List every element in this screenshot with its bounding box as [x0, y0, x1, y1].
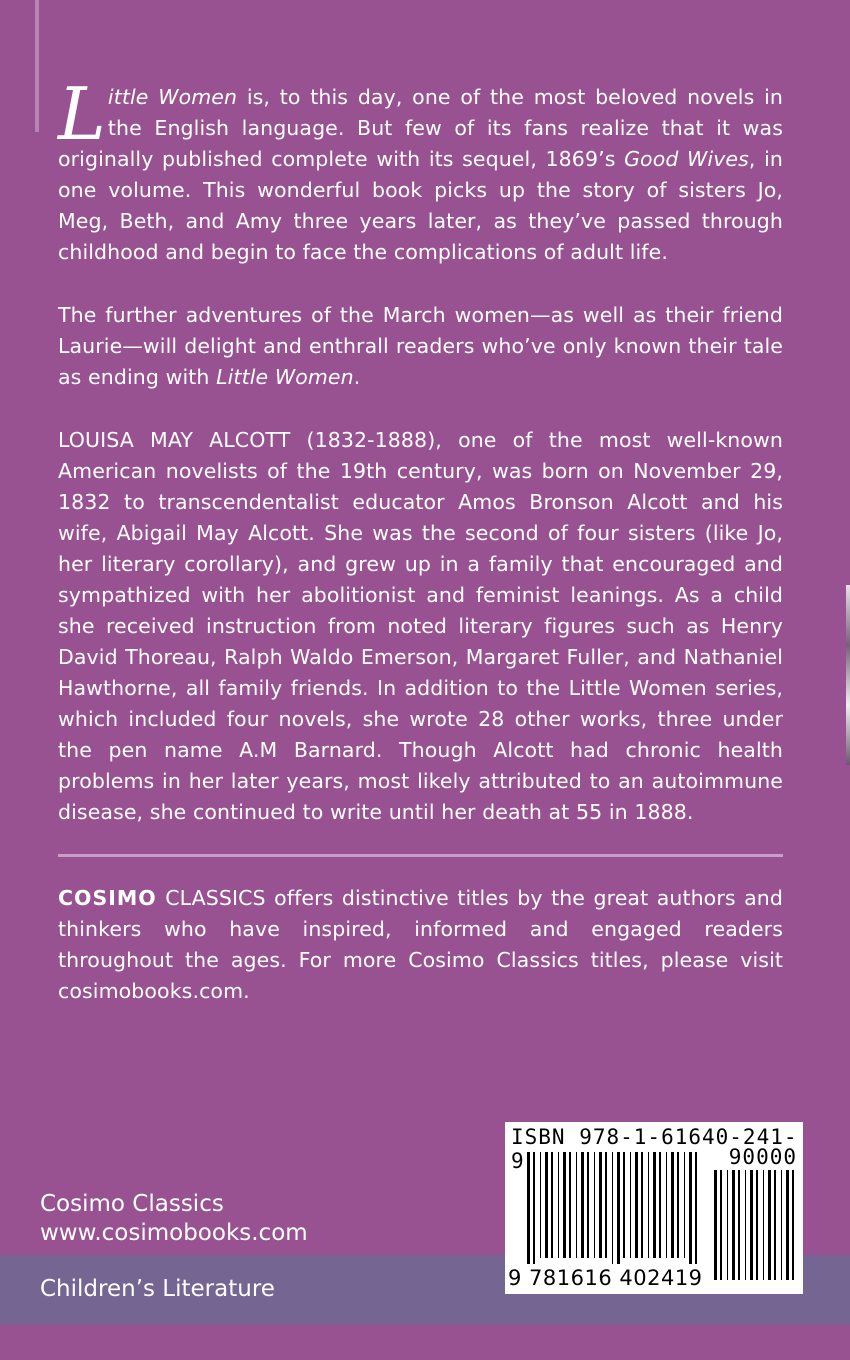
- barcode-bar: [750, 1170, 753, 1280]
- ean-digits: 9 781616 402419: [508, 1266, 703, 1290]
- barcode-bar: [786, 1170, 789, 1280]
- isbn-barcode: [505, 1122, 803, 1294]
- barcode-bar: [714, 1170, 717, 1280]
- publisher-blurb-paragraph: [58, 883, 783, 1007]
- barcode-bar: [623, 1152, 625, 1258]
- drop-cap-letter: L: [58, 72, 106, 156]
- barcode-bar: [612, 1152, 613, 1264]
- isbn-label: ISBN 978-1-61640-241-9: [511, 1125, 798, 1173]
- synopsis-text-b: , in one volume. This wonderful book picks up the story of sisters Jo, Meg, Beth, and Amy three years later, as they’ve passed through childhood and begin to face the complications of adult life.: [58, 147, 784, 264]
- synopsis-text-a: is, to this day, one of the most beloved novels in the English language. But few of its fans realize that it was originally published complete with its sequel, 1869’s: [58, 85, 783, 171]
- adventures-text-b: .: [353, 365, 361, 389]
- barcode-bar: [533, 1152, 535, 1264]
- barcode-bar: [641, 1152, 643, 1258]
- barcode-bar: [732, 1170, 735, 1280]
- section-divider: [58, 854, 783, 857]
- barcode-bar: [768, 1170, 771, 1280]
- barcode-bar: [599, 1152, 602, 1258]
- ean-barcode-bars: [505, 1152, 705, 1266]
- barcode-bar: [677, 1152, 679, 1258]
- barcode-bar: [653, 1152, 656, 1258]
- barcode-bar: [763, 1170, 764, 1280]
- barcode-bar: [635, 1152, 638, 1258]
- barcode-bar: [689, 1152, 692, 1264]
- page-edge-artifact: [846, 585, 850, 765]
- barcode-bar: [569, 1152, 571, 1258]
- barcode-bar: [695, 1152, 697, 1264]
- publisher-website: www.cosimobooks.com: [40, 1220, 308, 1246]
- barcode-bar: [792, 1170, 794, 1280]
- barcode-bar: [617, 1152, 620, 1264]
- barcode-bar: [540, 1152, 541, 1258]
- barcode-bar: [727, 1170, 728, 1280]
- barcode-bar: [684, 1152, 685, 1258]
- author-bio-paragraph: LOUISA MAY ALCOTT (1832-1888), one of the most well-known American novelists of the 19th century, was born on November 29, 1832 to transcendentalist educator Amos Bronson Alcott and his wife, Abigail May Alcott. She was the second of four sisters (like Jo, her literary corollary), and grew up in a family that encouraged and sympathized with her abolitionist and feminist leanings. As a child she received instruction from noted literary figures such as Henry David Thoreau, Ralph Waldo Emerson, Margaret Fuller, and Nathaniel Hawthorne, all family friends. In addition to the Little Women series, which included four novels, she wrote 28 other works, three under the pen name A.M Barnard. Though Alcott had chronic health problems in her later years, most likely attributed to an autoimmune disease, she continued to write until her death at 55 in 1888.: [58, 428, 783, 824]
- barcode-bar: [587, 1152, 589, 1258]
- adventures-paragraph: [58, 300, 783, 393]
- barcode-bar: [551, 1152, 553, 1258]
- publisher-blurb-text: CLASSICS offers distinctive titles by the great authors and thinkers who have inspired, informed and engaged readers throughout the ages. For more Cosimo Classics titles, please visit cosimobooks.com.: [58, 886, 783, 1003]
- barcode-bar: [756, 1170, 758, 1280]
- barcode-bar: [774, 1170, 776, 1280]
- publisher-brand: COSIMO: [58, 886, 157, 910]
- barcode-bar: [666, 1152, 667, 1258]
- synopsis-paragraph: [58, 72, 784, 268]
- publisher-name: Cosimo Classics: [40, 1191, 224, 1217]
- barcode-bar: [576, 1152, 577, 1258]
- adventures-book-title: Little Women: [216, 365, 354, 389]
- barcode-bar: [659, 1152, 661, 1258]
- barcode-bar: [527, 1152, 530, 1264]
- sequel-title: Good Wives: [624, 147, 749, 171]
- barcode-bar: [558, 1152, 559, 1258]
- book-title-rest: ittle Women: [107, 85, 238, 109]
- barcode-bar: [648, 1152, 649, 1258]
- barcode-bar: [581, 1152, 584, 1258]
- adventures-text-a: The further adventures of the March women—as well as their friend Laurie—will delight and enthrall readers who’ve only known their tale as ending with: [58, 303, 783, 389]
- price-code: 90000: [728, 1145, 797, 1169]
- barcode-bar: [594, 1152, 595, 1258]
- barcode-bar: [720, 1170, 722, 1280]
- barcode-bar: [605, 1152, 607, 1258]
- barcode-bar: [563, 1152, 566, 1258]
- publisher-info: [40, 1190, 308, 1248]
- addon-barcode-bars: [710, 1170, 802, 1290]
- barcode-bar: [630, 1152, 631, 1258]
- barcode-bar: [545, 1152, 548, 1258]
- category-label: Children’s Literature: [40, 1276, 275, 1302]
- barcode-bar: [745, 1170, 746, 1280]
- spine-edge-line: [35, 0, 39, 132]
- barcode-bar: [781, 1170, 782, 1280]
- barcode-bar: [738, 1170, 740, 1280]
- barcode-bar: [671, 1152, 674, 1258]
